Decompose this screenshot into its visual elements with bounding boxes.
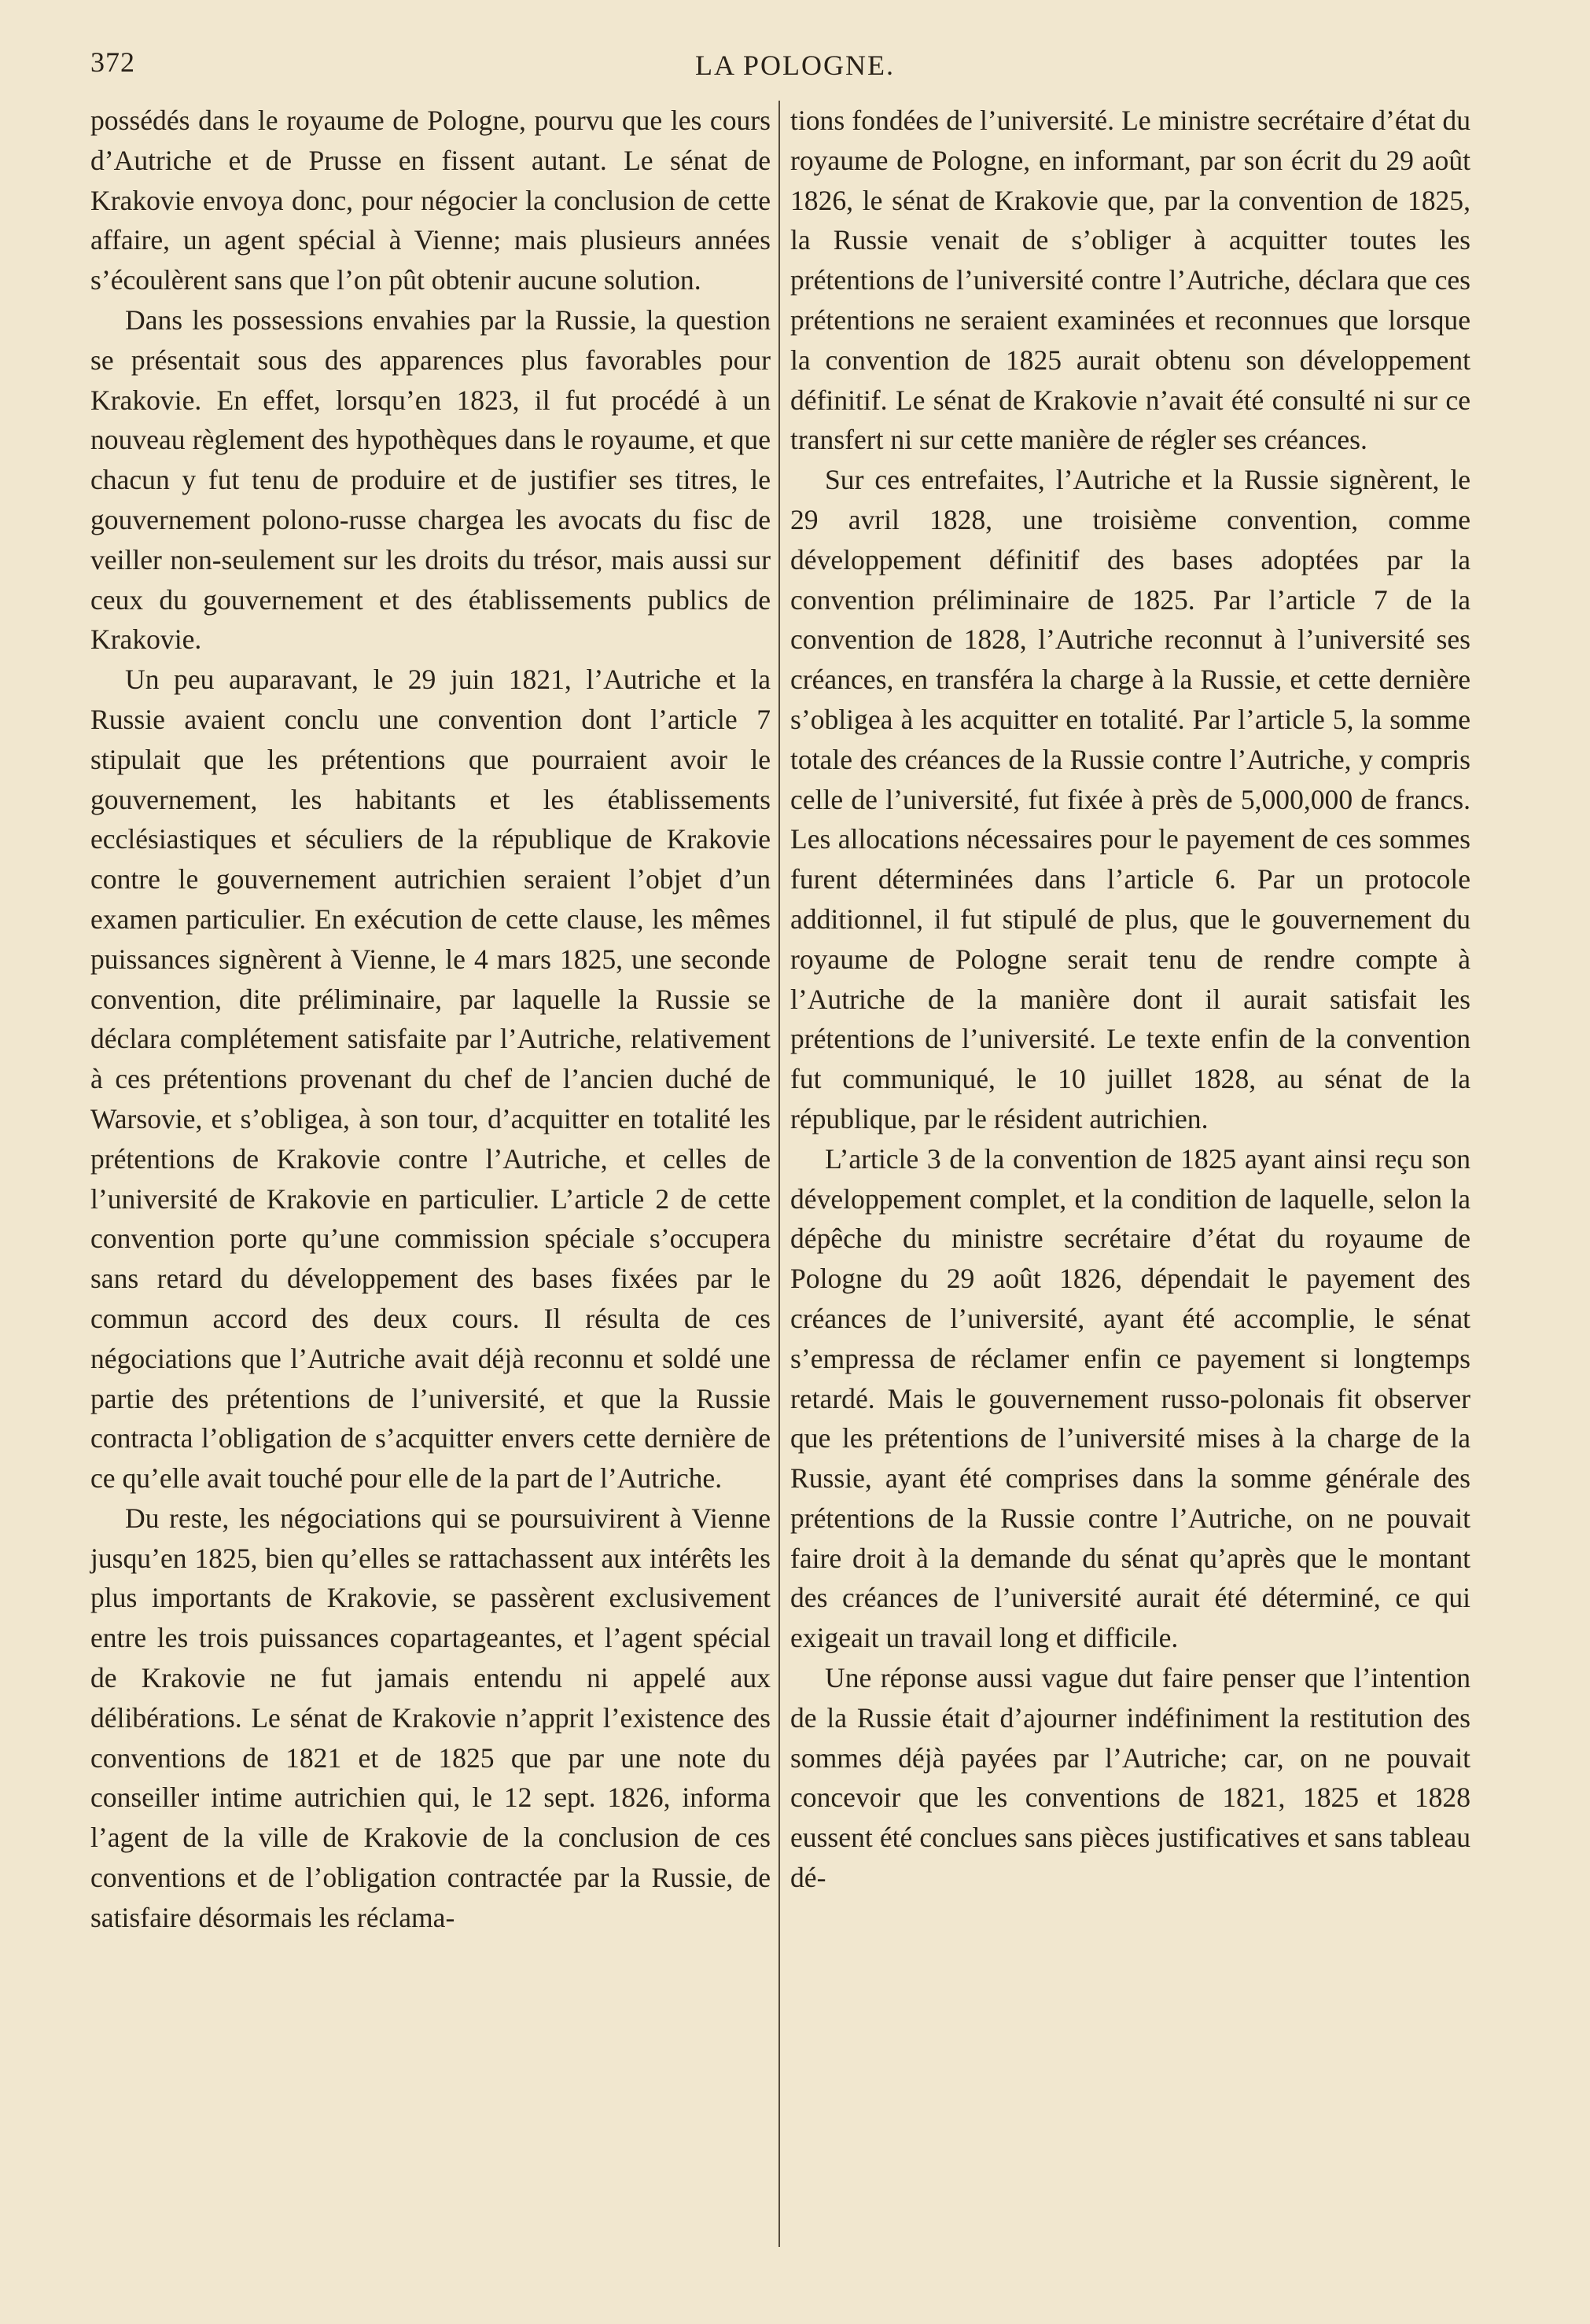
page-number: 372 (90, 46, 135, 78)
paragraph: Dans les possessions envahies par la Russie, la question se présentait sous des apparences plus favorables pour Krakovie. En effet, lorsqu’en 1823, il fut procédé à un nouveau règlement des hypothèques dans le royaume, et que chacun y fut tenu de produire et de justifier ses titres, le gouvernement polono-russe chargea les avocats du fisc de veiller non-seulement sur les droits du trésor, mais aussi sur ceux du gouvernement et des établissements publics de Krakovie. (90, 303, 771, 656)
paragraph: Une réponse aussi vague dut faire penser que l’intention de la Russie était d’ajourner indéfiniment la restitution des sommes déjà payées par l’Autriche; car, on ne pouvait concevoir que les conventions de 1821, 1825 et 1828 eussent été conclues sans pièces justificatives et sans tableau dé- (790, 1662, 1470, 1894)
paragraph: Sur ces entrefaites, l’Autriche et la Russie signèrent, le 29 avril 1828, une troisième convention, comme développement définitif des bases adoptées par la convention préliminaire de 1825. Par l’article 7 de la convention de 1828, l’Autriche reconnut à l’université ses créances, en transféra la charge à la Russie, et cette dernière s’obligea à les acquitter en totalité. Par l’article 5, la somme totale des créances de la Russie contre l’Autriche, y compris celle de l’université, fut fixée à près de 5,000,000 de francs. Les allocations nécessaires pour le payement de ces sommes furent déterminées dans l’article 6. Par un protocole additionnel, il fut stipulé de plus, que le gouvernement du royaume de Pologne serait tenu de rendre compte à l’Autriche de la manière dont il aurait satisfait les prétentions de l’université. Le texte enfin de la convention fut communiqué, le 10 juillet 1828, au sénat de la république, par le résident autrichien. (790, 464, 1470, 1134)
paragraph: L’article 3 de la convention de 1825 ayant ainsi reçu son développement complet, et la condition de laquelle, selon la dépêche du ministre secrétaire d’état du royaume de Pologne du 29 août 1826, dépendait le payement des créances de l’université, ayant été accomplie, le sénat s’empressa de réclamer enfin ce payement si longtemps retardé. Mais le gouvernement russo-polonais fit observer que les prétentions de l’université mises à la charge de la Russie, ayant été comprises dans la somme générale des prétentions de la Russie contre l’Autriche, on ne pouvait faire droit à la demande du sénat qu’après que le montant des créances de l’université aurait été déterminé, ce qui exigeait un travail long et difficile. (790, 1142, 1470, 1654)
paragraph: possédés dans le royaume de Pologne, pourvu que les cours d’Autriche et de Prusse en fissent autant. Le sénat de Krakovie envoya donc, pour négocier la conclusion de cette affaire, un agent spécial à Vienne; mais plusieurs années s’écoulèrent sans que l’on pût obtenir aucune solution. (90, 105, 771, 296)
paragraph: Un peu auparavant, le 29 juin 1821, l’Autriche et la Russie avaient conclu une convention dont l’article 7 stipulait que les prétentions que pourraient avoir le gouvernement, les habitants et les établissements ecclésiastiques et séculiers de la république de Krakovie contre le gouvernement autrichien seraient l’objet d’un examen particulier. En exécution de cette clause, les mêmes puissances signèrent à Vienne, le 4 mars 1825, une seconde convention, dite préliminaire, par laquelle la Russie se déclara complétement satisfaite par l’Autriche, relativement à ces prétentions provenant du chef de l’ancien duché de Warsovie, et s’obligea, à son tour, d’acquitter en totalité les prétentions de Krakovie contre l’Autriche, et celles de l’université de Krakovie en particulier. L’article 2 de cette convention porte qu’une commission spéciale s’occupera sans retard du développement des bases fixées par le commun accord des deux cours. Il résulta de ces négociations que l’Autriche avait déjà reconnu et soldé une partie des prétentions de l’université, et que la Russie contracta l’obligation de s’acquitter envers cette dernière de ce qu’elle avait touché pour elle de la part de l’Autriche. (90, 664, 771, 1495)
paragraph: Du reste, les négociations qui se poursuivirent à Vienne jusqu’en 1825, bien qu’elles se rattachassent aux intérêts les plus importants de Krakovie, se passèrent exclusivement entre les trois puissances copartageantes, et l’agent spécial de Krakovie ne fut jamais entendu ni appelé aux délibérations. Le sénat de Krakovie n’apprit l’existence des conventions de 1821 et de 1825 que par une note du conseiller intime autrichien qui, le 12 sept. 1826, informa l’agent de la ville de Krakovie de la conclusion de ces conventions et de l’obligation contractée par la Russie, de satisfaire désormais les réclama- (90, 1502, 771, 1933)
paragraph: tions fondées de l’université. Le ministre secrétaire d’état du royaume de Pologne, en informant, par son écrit du 29 août 1826, le sénat de Krakovie que, par la convention de 1825, la Russie venait de s’obliger à acquitter toutes les prétentions de l’université contre l’Autriche, déclara que ces prétentions ne seraient examinées et reconnues que lorsque la convention de 1825 aurait obtenu son développement définitif. Le sénat de Krakovie n’avait été consulté ni sur ce transfert ni sur cette manière de régler ses créances. (790, 105, 1470, 456)
left-column (90, 101, 771, 1938)
running-title: LA POLOGNE. (695, 50, 895, 81)
right-column (790, 101, 1470, 1898)
column-divider (778, 101, 780, 2247)
